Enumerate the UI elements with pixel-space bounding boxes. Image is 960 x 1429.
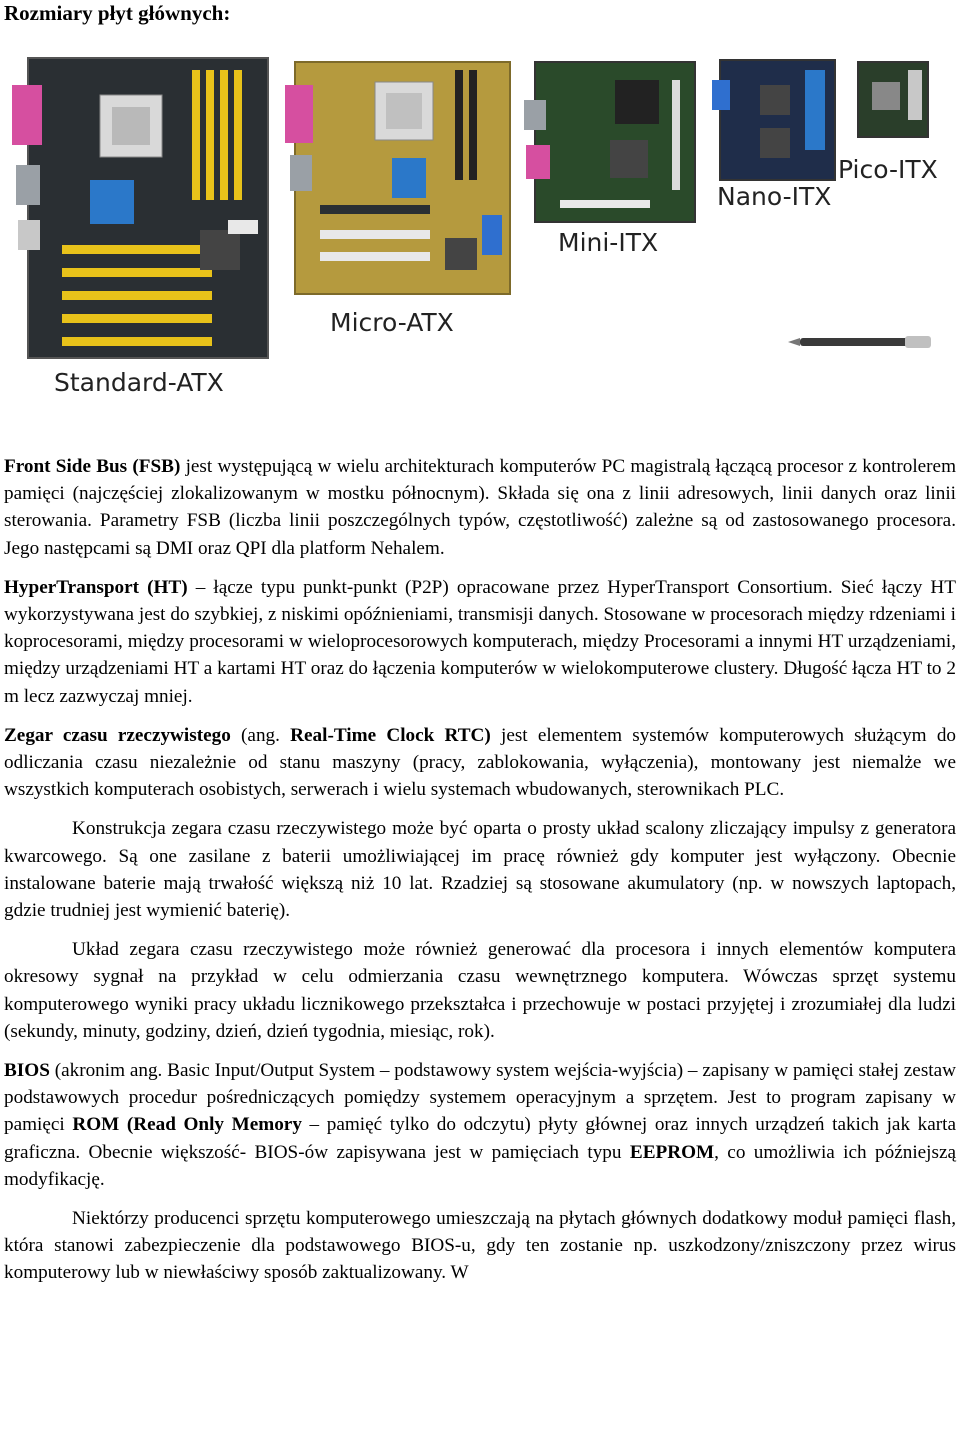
body-text bbox=[4, 453, 956, 1299]
nano-itx-board bbox=[712, 60, 835, 180]
label-standard-atx: Standard-ATX bbox=[54, 368, 224, 397]
pen-for-scale bbox=[788, 336, 931, 348]
term-hypertransport: HyperTransport (HT) bbox=[4, 576, 188, 598]
micro-atx-board bbox=[285, 62, 510, 294]
paragraph-rtc: Zegar czasu rzeczywistego (ang. Real-Time Clock RTC) jest elementem systemów komputerowych służącym do odliczania czasu niezależnie od stanu maszyny (pracy, zablokowania, wyłączenia), montowany jest niemalże we wszystkich komputerach osobistych, serwerach i wielu systemach wbudowanych, sterownikach PLC. bbox=[4, 724, 957, 801]
motherboards-illustration bbox=[0, 40, 960, 420]
label-pico-itx: Pico-ITX bbox=[838, 155, 938, 184]
paragraph-rtc-signal: Układ zegara czasu rzeczywistego może również generować dla procesora i innych elementów komputera okresowy sygnał na przykład w celu odmierzania czasu wewnętrznego komputera. Wówczas sprzęt systemu komputerowego wyniki pracy układu licznikowego przekształca i przechowuje w postaci przyjętej i zrozumiałej dla ludzi (sekundy, minuty, godziny, dzień, dzień tygodnia, miesiąc, rok). bbox=[4, 939, 956, 1042]
label-nano-itx: Nano-ITX bbox=[717, 182, 832, 211]
page-title: Rozmiary płyt głównych: bbox=[4, 1, 231, 25]
term-rom: ROM (Read Only Memory bbox=[72, 1114, 302, 1136]
label-mini-itx: Mini-ITX bbox=[558, 228, 659, 257]
paragraph-fsb: Front Side Bus (FSB) jest występującą w wielu architekturach komputerów PC magistralą łączącą procesor z kontrolerem pamięci (najczęściej zlokalizowanym w mostku północnym). Składa się ona z linii adresowych, linii danych oraz linii sterowania. Parametry FSB (liczba linii poszczególnych typów, częstotliwość) zależne są od zastosowanego procesora. Jego następcami są DMI oraz QPI dla platform Nehalem. bbox=[4, 456, 956, 559]
term-eeprom: EEPROM bbox=[629, 1141, 715, 1163]
standard-atx-board bbox=[12, 58, 268, 358]
term-rtc: Zegar czasu rzeczywistego bbox=[4, 724, 231, 746]
term-rtc-english: Real-Time Clock RTC) bbox=[290, 724, 491, 746]
paragraph-bios-flash: Niektórzy producenci sprzętu komputerowego umieszczają na płytach głównych dodatkowy moduł pamięci flash, która stanowi zabezpieczenie dla podstawowego BIOS-u, gdy ten zostanie np. uszkodzony/zniszczony przez wirus komputerowy lub w niewłaściwy sposób zaktualizowany. W bbox=[4, 1208, 956, 1284]
term-bios: BIOS bbox=[4, 1060, 50, 1082]
paragraph-hypertransport: HyperTransport (HT) – łącze typu punkt-punkt (P2P) opracowane przez HyperTransport Consortium. Sieć łączy HT wykorzystywana jest do szybkiej, z niskimi opóźnieniami, transmisji danych. Stosowane w procesorach między rdzeniami i koprocesorami, między procesorami w wieloprocesorowych komputerach, między Procesorami a innymi HT urządzeniami, między urządzeniami HT a kartami HT oraz do łączenia komputerów w wielokomputerowe clustery. Długość łącza HT to 2 m lecz zazwyczaj mniej. bbox=[4, 576, 956, 707]
label-micro-atx: Micro-ATX bbox=[330, 308, 454, 337]
term-fsb: Front Side Bus (FSB) bbox=[4, 456, 181, 477]
pico-itx-board bbox=[858, 62, 928, 137]
paragraph-rtc-construction: Konstrukcja zegara czasu rzeczywistego może być oparta o prosty układ scalony zliczający impulsy z generatora kwarcowego. Są one zasilane z baterii umożliwiającej im pracę również gdy komputer jest wyłączony. Obecnie instalowane baterie mają trwałość większą niż 10 lat. Rzadziej są stosowane akumulatory (np. w nowszych laptopach, gdzie trudniej jest wymienić baterię). bbox=[4, 818, 956, 922]
paragraph-bios: BIOS (akronim ang. Basic Input/Output System – podstawowy system wejścia-wyjścia) – zapisany w pamięci stałej zestaw podstawowych procedur pośredniczących pomiędzy systemem operacyjnym a sprzętem. Jest to program zapisany w pamięci ROM (Read Only Memory – pamięć tylko do odczytu) płyty głównej oraz innych urządzeń takich jak karta graficzna. Obecnie większość- BIOS-ów zapisywana jest w pamięciach typu EEPROM, co umożliwia ich późniejszą modyfikację. bbox=[4, 1060, 957, 1190]
mini-itx-board bbox=[524, 62, 695, 222]
motherboard-sizes-figure bbox=[0, 40, 960, 420]
